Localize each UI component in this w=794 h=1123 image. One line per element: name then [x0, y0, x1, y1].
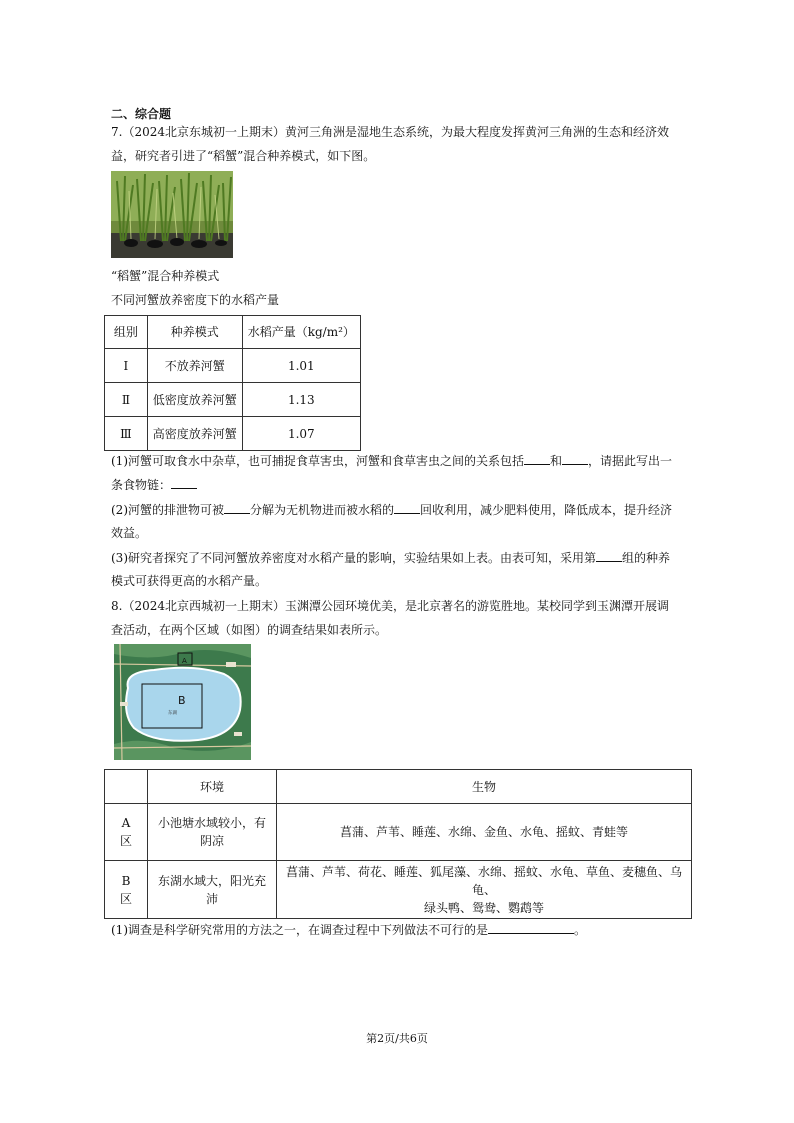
map-lake-label: 东湖 — [168, 711, 177, 716]
q7-rice-yield-table — [104, 315, 361, 451]
zone-a-bio-cell: 菖蒲、芦苇、睡莲、水绵、金鱼、水龟、摇蚊、青蛙等 — [277, 804, 692, 861]
q7-question-1-line2 — [111, 476, 197, 493]
rice-crab-caption: “稻蟹”混合种养模式 — [111, 269, 220, 283]
q7-q1-text-c: ，请据此写出一 — [588, 454, 673, 468]
page-number-footer: 第2页/共6页 — [366, 1032, 428, 1045]
park-map — [114, 644, 251, 760]
table-row — [105, 349, 361, 383]
table-cell: 低密度放养河蟹 — [147, 383, 242, 417]
answer-blank[interactable] — [394, 501, 420, 514]
header-cell-mode: 种养模式 — [147, 316, 242, 349]
q7-q1-text-a: (1)河蟹可取食水中杂草，也可捕捉食草害虫，河蟹和食草害虫之间的关系包括 — [111, 454, 525, 468]
yuyuantan-map-illustration — [114, 644, 251, 760]
q7-question-2-line1 — [111, 501, 672, 518]
q7-intro-line1: 7.（2024北京东城初一上期末）黄河三角洲是湿地生态系统，为最大程度发挥黄河三角洲的生态和经济效 — [111, 125, 669, 139]
table-cell: Ⅱ — [105, 383, 148, 417]
q8-survey-table — [104, 769, 692, 919]
table-cell: 1.07 — [242, 417, 360, 451]
answer-blank[interactable] — [171, 476, 197, 489]
zone-b-cell: B 区 — [105, 861, 148, 919]
q7-q1-text-b: 和 — [550, 454, 563, 468]
map-label-b: B — [178, 694, 186, 707]
table-header-row — [105, 316, 361, 349]
q7-question-2-line2: 效益。 — [111, 526, 148, 540]
map-label-a: A — [182, 657, 187, 665]
answer-blank[interactable] — [488, 921, 574, 934]
q7-q2-text-a: (2)河蟹的排泄物可被 — [111, 503, 224, 517]
header-cell-group: 组别 — [105, 316, 148, 349]
table-cell: 1.13 — [242, 383, 360, 417]
table-row — [105, 804, 692, 861]
zone-a-env-line2: 阴凉 — [199, 834, 224, 848]
q7-q3-text-a: (3)研究者探究了不同河蟹放养密度对水稻产量的影响，实验结果如上表。由表可知，采用第 — [111, 551, 597, 565]
zone-a-cell: A 区 — [105, 804, 148, 861]
answer-blank[interactable] — [562, 452, 588, 465]
table-cell: 1.01 — [242, 349, 360, 383]
zone-a-env-line1: 小池塘水域较小，有 — [157, 816, 266, 830]
q7-q2-text-b: 分解为无机物进而被水稻的 — [250, 503, 395, 517]
q8-q1-text-b: 。 — [574, 923, 587, 937]
zone-b-env-line1: 东湖水域大，阳光充 — [157, 873, 266, 888]
q7-question-3-line2: 模式可获得更高的水稻产量。 — [111, 574, 268, 588]
header-cell-yield: 水稻产量（kg/m²） — [242, 316, 360, 349]
table-row — [105, 383, 361, 417]
table-cell: Ⅲ — [105, 417, 148, 451]
table-row — [105, 861, 692, 919]
q8-question-1 — [111, 921, 586, 938]
table-cell: 高密度放养河蟹 — [147, 417, 242, 451]
q7-q3-text-b: 组的种养 — [622, 551, 671, 565]
table-header-row — [105, 770, 692, 804]
q8-intro-line1: 8.（2024北京西城初一上期末）玉渊潭公园环境优美，是北京著名的游览胜地。某校同学到玉渊潭开展调 — [111, 599, 669, 613]
zone-b-env-line2: 沛 — [205, 891, 218, 906]
header-cell-organisms: 生物 — [277, 770, 692, 804]
zone-b-env-cell — [148, 861, 277, 919]
zone-b-bio-line2: 绿头鸭、鸳鸯、鹦鹉等 — [423, 900, 544, 915]
section-title: 二、综合题 — [111, 107, 172, 121]
table-row — [105, 417, 361, 451]
header-cell-environment: 环境 — [148, 770, 277, 804]
q7-intro-line2: 益，研究者引进了“稻蟹”混合种养模式，如下图。 — [111, 149, 376, 163]
zone-a-env-cell — [148, 804, 277, 861]
q7-question-3-line1 — [111, 549, 670, 566]
rice-crab-photo — [111, 171, 233, 258]
header-cell-zone — [105, 770, 148, 804]
q7-table-title: 不同河蟹放养密度下的水稻产量 — [111, 293, 280, 307]
table-cell: 不放养河蟹 — [147, 349, 242, 383]
rice-crab-illustration — [111, 171, 233, 258]
answer-blank[interactable] — [224, 501, 250, 514]
answer-blank[interactable] — [596, 549, 622, 562]
q8-intro-line2: 查活动，在两个区域（如图）的调查结果如表所示。 — [111, 623, 388, 637]
q7-q2-text-c: 回收利用，减少肥料使用，降低成本，提升经济 — [420, 503, 673, 517]
zone-b-bio-line1: 菖蒲、芦苇、荷花、睡莲、狐尾藻、水绵、摇蚊、水龟、草鱼、麦穗鱼、乌龟、 — [285, 864, 682, 897]
q8-q1-text-a: (1)调查是科学研究常用的方法之一，在调查过程中下列做法不可行的是 — [111, 923, 489, 937]
table-cell: Ⅰ — [105, 349, 148, 383]
zone-b-bio-cell — [277, 861, 692, 919]
answer-blank[interactable] — [524, 452, 550, 465]
q7-q1-text-d: 条食物链： — [111, 478, 172, 492]
q7-question-1-line1 — [111, 452, 672, 469]
